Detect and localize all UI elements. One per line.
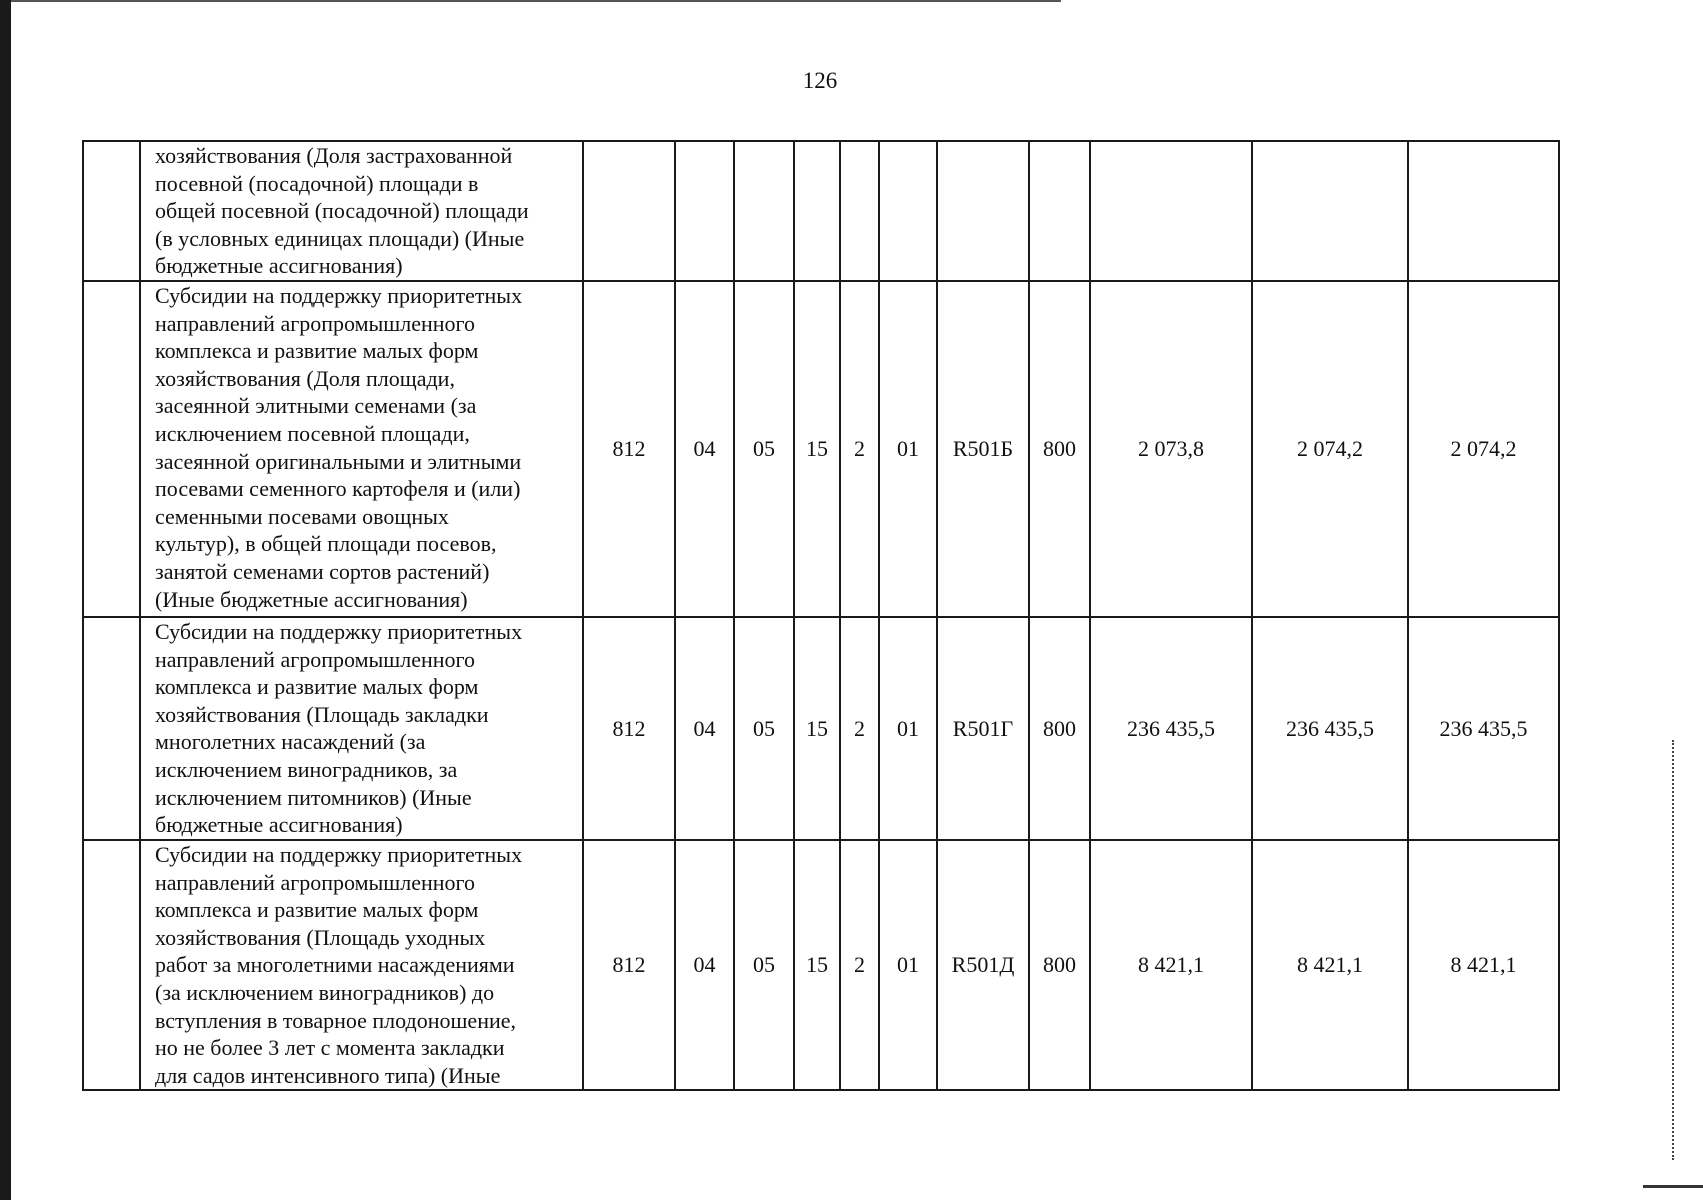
description-line: засеянной оригинальными и элитными — [155, 448, 522, 474]
subprogram-cell — [840, 141, 879, 281]
description-line: многолетних насаждений (за — [155, 729, 426, 755]
description-line: направлений агропромышленного — [155, 646, 475, 672]
row-index-cell — [83, 141, 140, 281]
description-line: посевной (посадочной) площади в — [155, 170, 479, 196]
description-line: хозяйствования (Доля застрахованной — [155, 143, 513, 168]
subsection-cell: 05 — [734, 840, 794, 1090]
description-line: вступления в товарное плодоношение, — [155, 1007, 517, 1033]
year1-amount-cell: 2 073,8 — [1090, 281, 1252, 617]
scan-edge-left — [0, 0, 11, 1200]
description-line: (Иные бюджетные ассигнования) — [155, 586, 468, 612]
section-cell: 04 — [675, 617, 734, 840]
description-line: направлений агропромышленного — [155, 869, 475, 895]
grbs-cell: 812 — [583, 281, 675, 617]
description-line: хозяйствования (Доля площади, — [155, 365, 455, 391]
description-line: хозяйствования (Площадь закладки — [155, 701, 489, 727]
budget-table — [82, 140, 1560, 1091]
scan-edge-top — [11, 0, 1061, 2]
page-number: 126 — [802, 68, 838, 93]
description-line: но не более 3 лет с момента закладки — [155, 1035, 505, 1061]
description-line: бюджетные ассигнования) — [155, 253, 403, 279]
description-line: направлений агропромышленного — [155, 310, 475, 336]
program-cell: 15 — [794, 281, 840, 617]
description-line: исключением питомников) (Иные — [155, 784, 472, 810]
grbs-cell — [583, 141, 675, 281]
subprogram-cell: 2 — [840, 840, 879, 1090]
description-line: (за исключением виноградников) до — [155, 979, 495, 1005]
year2-amount-cell: 8 421,1 — [1252, 840, 1408, 1090]
direction-cell: R501Б — [937, 281, 1029, 617]
expense-type-cell: 800 — [1029, 840, 1090, 1090]
year2-amount-cell: 2 074,2 — [1252, 281, 1408, 617]
description-line: посевами семенного картофеля и (или) — [155, 476, 521, 502]
expense-type-cell — [1029, 141, 1090, 281]
direction-cell — [937, 141, 1029, 281]
expense-type-cell: 800 — [1029, 281, 1090, 617]
description-line: для садов интенсивного типа) (Иные — [155, 1062, 501, 1088]
grbs-cell: 812 — [583, 840, 675, 1090]
description-line: работ за многолетними насаждениями — [155, 952, 515, 978]
row-index-cell — [83, 617, 140, 840]
description-line: исключением посевной площади, — [155, 420, 470, 446]
direction-cell: R501Д — [937, 840, 1029, 1090]
description-cell — [140, 281, 583, 617]
description-line: комплекса и развитие малых форм — [155, 338, 479, 364]
table-row — [83, 617, 1559, 840]
description-line: (в условных единицах площади) (Иные — [155, 225, 525, 251]
year3-amount-cell: 2 074,2 — [1408, 281, 1559, 617]
year3-amount-cell: 8 421,1 — [1408, 840, 1559, 1090]
description-cell — [140, 141, 583, 281]
direction-cell: R501Г — [937, 617, 1029, 840]
scan-edge-right — [1643, 1185, 1703, 1188]
description-line: общей посевной (посадочной) площади — [155, 198, 529, 224]
description-line: семенными посевами овощных — [155, 503, 449, 529]
expense-type-cell: 800 — [1029, 617, 1090, 840]
program-cell: 15 — [794, 840, 840, 1090]
row-index-cell — [83, 281, 140, 617]
year3-amount-cell — [1408, 141, 1559, 281]
subprogram-cell: 2 — [840, 617, 879, 840]
year1-amount-cell: 236 435,5 — [1090, 617, 1252, 840]
main-event-cell — [879, 141, 937, 281]
description-cell — [140, 617, 583, 840]
description-line: Субсидии на поддержку приоритетных — [155, 282, 523, 308]
description-line: исключением виноградников, за — [155, 756, 458, 782]
program-cell — [794, 141, 840, 281]
subsection-cell: 05 — [734, 617, 794, 840]
year2-amount-cell — [1252, 141, 1408, 281]
program-cell: 15 — [794, 617, 840, 840]
description-line: Субсидии на поддержку приоритетных — [155, 841, 523, 867]
description-line: культур), в общей площади посевов, — [155, 531, 497, 557]
subsection-cell: 05 — [734, 281, 794, 617]
main-event-cell: 01 — [879, 617, 937, 840]
section-cell — [675, 141, 734, 281]
description-line: засеянной элитными семенами (за — [155, 393, 477, 419]
description-line: комплекса и развитие малых форм — [155, 897, 479, 923]
description-cell — [140, 840, 583, 1090]
row-index-cell — [83, 840, 140, 1090]
year1-amount-cell — [1090, 141, 1252, 281]
description-line: занятой семенами сортов растений) — [155, 558, 490, 584]
description-line: бюджетные ассигнования) — [155, 812, 403, 838]
description-line: Субсидии на поддержку приоритетных — [155, 618, 523, 644]
year2-amount-cell: 236 435,5 — [1252, 617, 1408, 840]
main-event-cell: 01 — [879, 840, 937, 1090]
year1-amount-cell: 8 421,1 — [1090, 840, 1252, 1090]
section-cell: 04 — [675, 840, 734, 1090]
description-line: хозяйствования (Площадь уходных — [155, 924, 486, 950]
table-row — [83, 141, 1559, 281]
table-row — [83, 840, 1559, 1090]
section-cell: 04 — [675, 281, 734, 617]
main-event-cell: 01 — [879, 281, 937, 617]
subsection-cell — [734, 141, 794, 281]
year3-amount-cell: 236 435,5 — [1408, 617, 1559, 840]
grbs-cell: 812 — [583, 617, 675, 840]
table-row — [83, 281, 1559, 617]
subprogram-cell: 2 — [840, 281, 879, 617]
scan-dots — [1672, 740, 1676, 1160]
description-line: комплекса и развитие малых форм — [155, 674, 479, 700]
table-body — [83, 141, 1559, 1090]
